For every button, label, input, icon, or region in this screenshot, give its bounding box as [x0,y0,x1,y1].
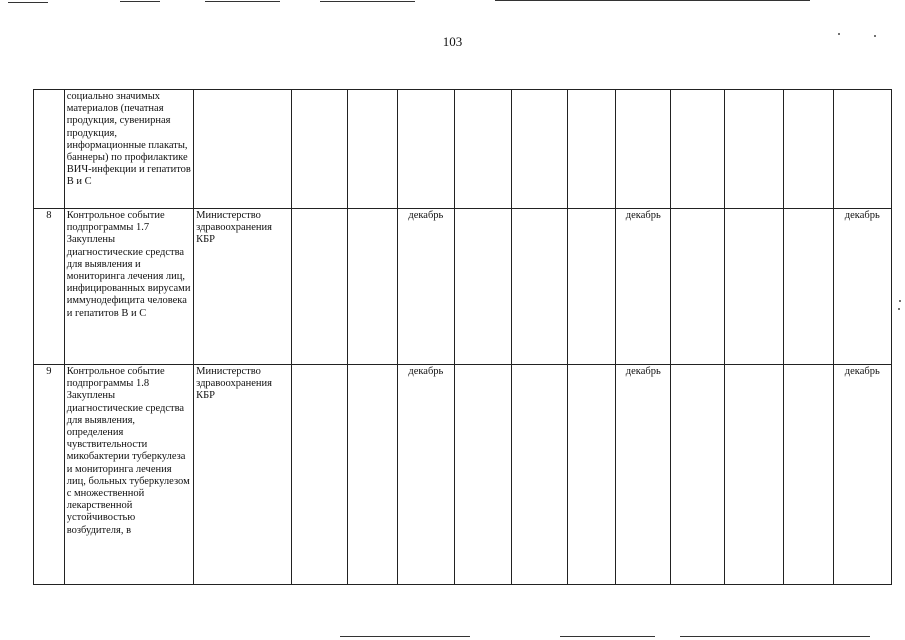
empty-cell [347,365,397,585]
control-event-cell: социально значимых материалов (печатная продукция, сувенирная продукция, информационные плакаты, баннеры) по профилактике ВИЧ-инфекции и гепатитов В и С [64,90,193,209]
empty-cell [568,365,616,585]
responsible-cell [194,90,292,209]
deadline-cell: декабрь [833,209,891,365]
control-event-cell: Контрольное событие подпрограммы 1.8 Закуплены диагностические средства для выявления, определения чувствительности микобактерии туберкулеза и мониторинга лечения лиц, больных туберкулезом с множественной лекарственной устойчивостью возбудителя, в [64,365,193,585]
deadline-cell [397,90,454,209]
scan-edge-line [8,2,48,3]
scan-edge-line [560,636,655,637]
table-row [34,209,892,365]
table-row [34,365,892,585]
empty-cell [512,90,568,209]
empty-cell [512,209,568,365]
deadline-cell [616,90,671,209]
deadline-cell: декабрь [397,209,454,365]
empty-cell [455,209,512,365]
page-number: 103 [442,34,463,49]
empty-cell [671,90,725,209]
empty-cell [347,209,397,365]
scan-edge-line [495,0,810,1]
empty-cell [347,90,397,209]
empty-cell [671,209,725,365]
empty-cell [291,365,347,585]
events-table [33,89,892,585]
empty-cell [725,365,783,585]
empty-cell [568,209,616,365]
empty-cell [783,90,833,209]
empty-cell [455,365,512,585]
scan-edge-line [205,1,280,2]
scan-edge-line [680,636,870,637]
row-number: 9 [34,365,65,585]
empty-cell [512,365,568,585]
empty-cell [725,90,783,209]
scan-edge-line [320,1,415,2]
deadline-cell: декабрь [616,365,671,585]
scan-speck [899,300,901,302]
deadline-cell: декабрь [616,209,671,365]
deadline-cell: декабрь [833,365,891,585]
scan-edge-line [120,1,160,2]
empty-cell [291,90,347,209]
scan-speck [898,308,900,310]
empty-cell [291,209,347,365]
empty-cell [783,365,833,585]
empty-cell [783,209,833,365]
deadline-cell: декабрь [397,365,454,585]
empty-cell [455,90,512,209]
scan-edge-line [340,636,470,637]
empty-cell [725,209,783,365]
responsible-cell: Министерство здравоохранения КБР [194,209,292,365]
row-number: 8 [34,209,65,365]
empty-cell [568,90,616,209]
control-event-cell: Контрольное событие подпрограммы 1.7 Закуплены диагностические средства для выявления и мониторинга лечения лиц, инфицированных вирусами иммунодефицита человека и гепатитов В и С [64,209,193,365]
row-number [34,90,65,209]
table-row [34,90,892,209]
responsible-cell: Министерство здравоохранения КБР [194,365,292,585]
empty-cell [671,365,725,585]
deadline-cell [833,90,891,209]
